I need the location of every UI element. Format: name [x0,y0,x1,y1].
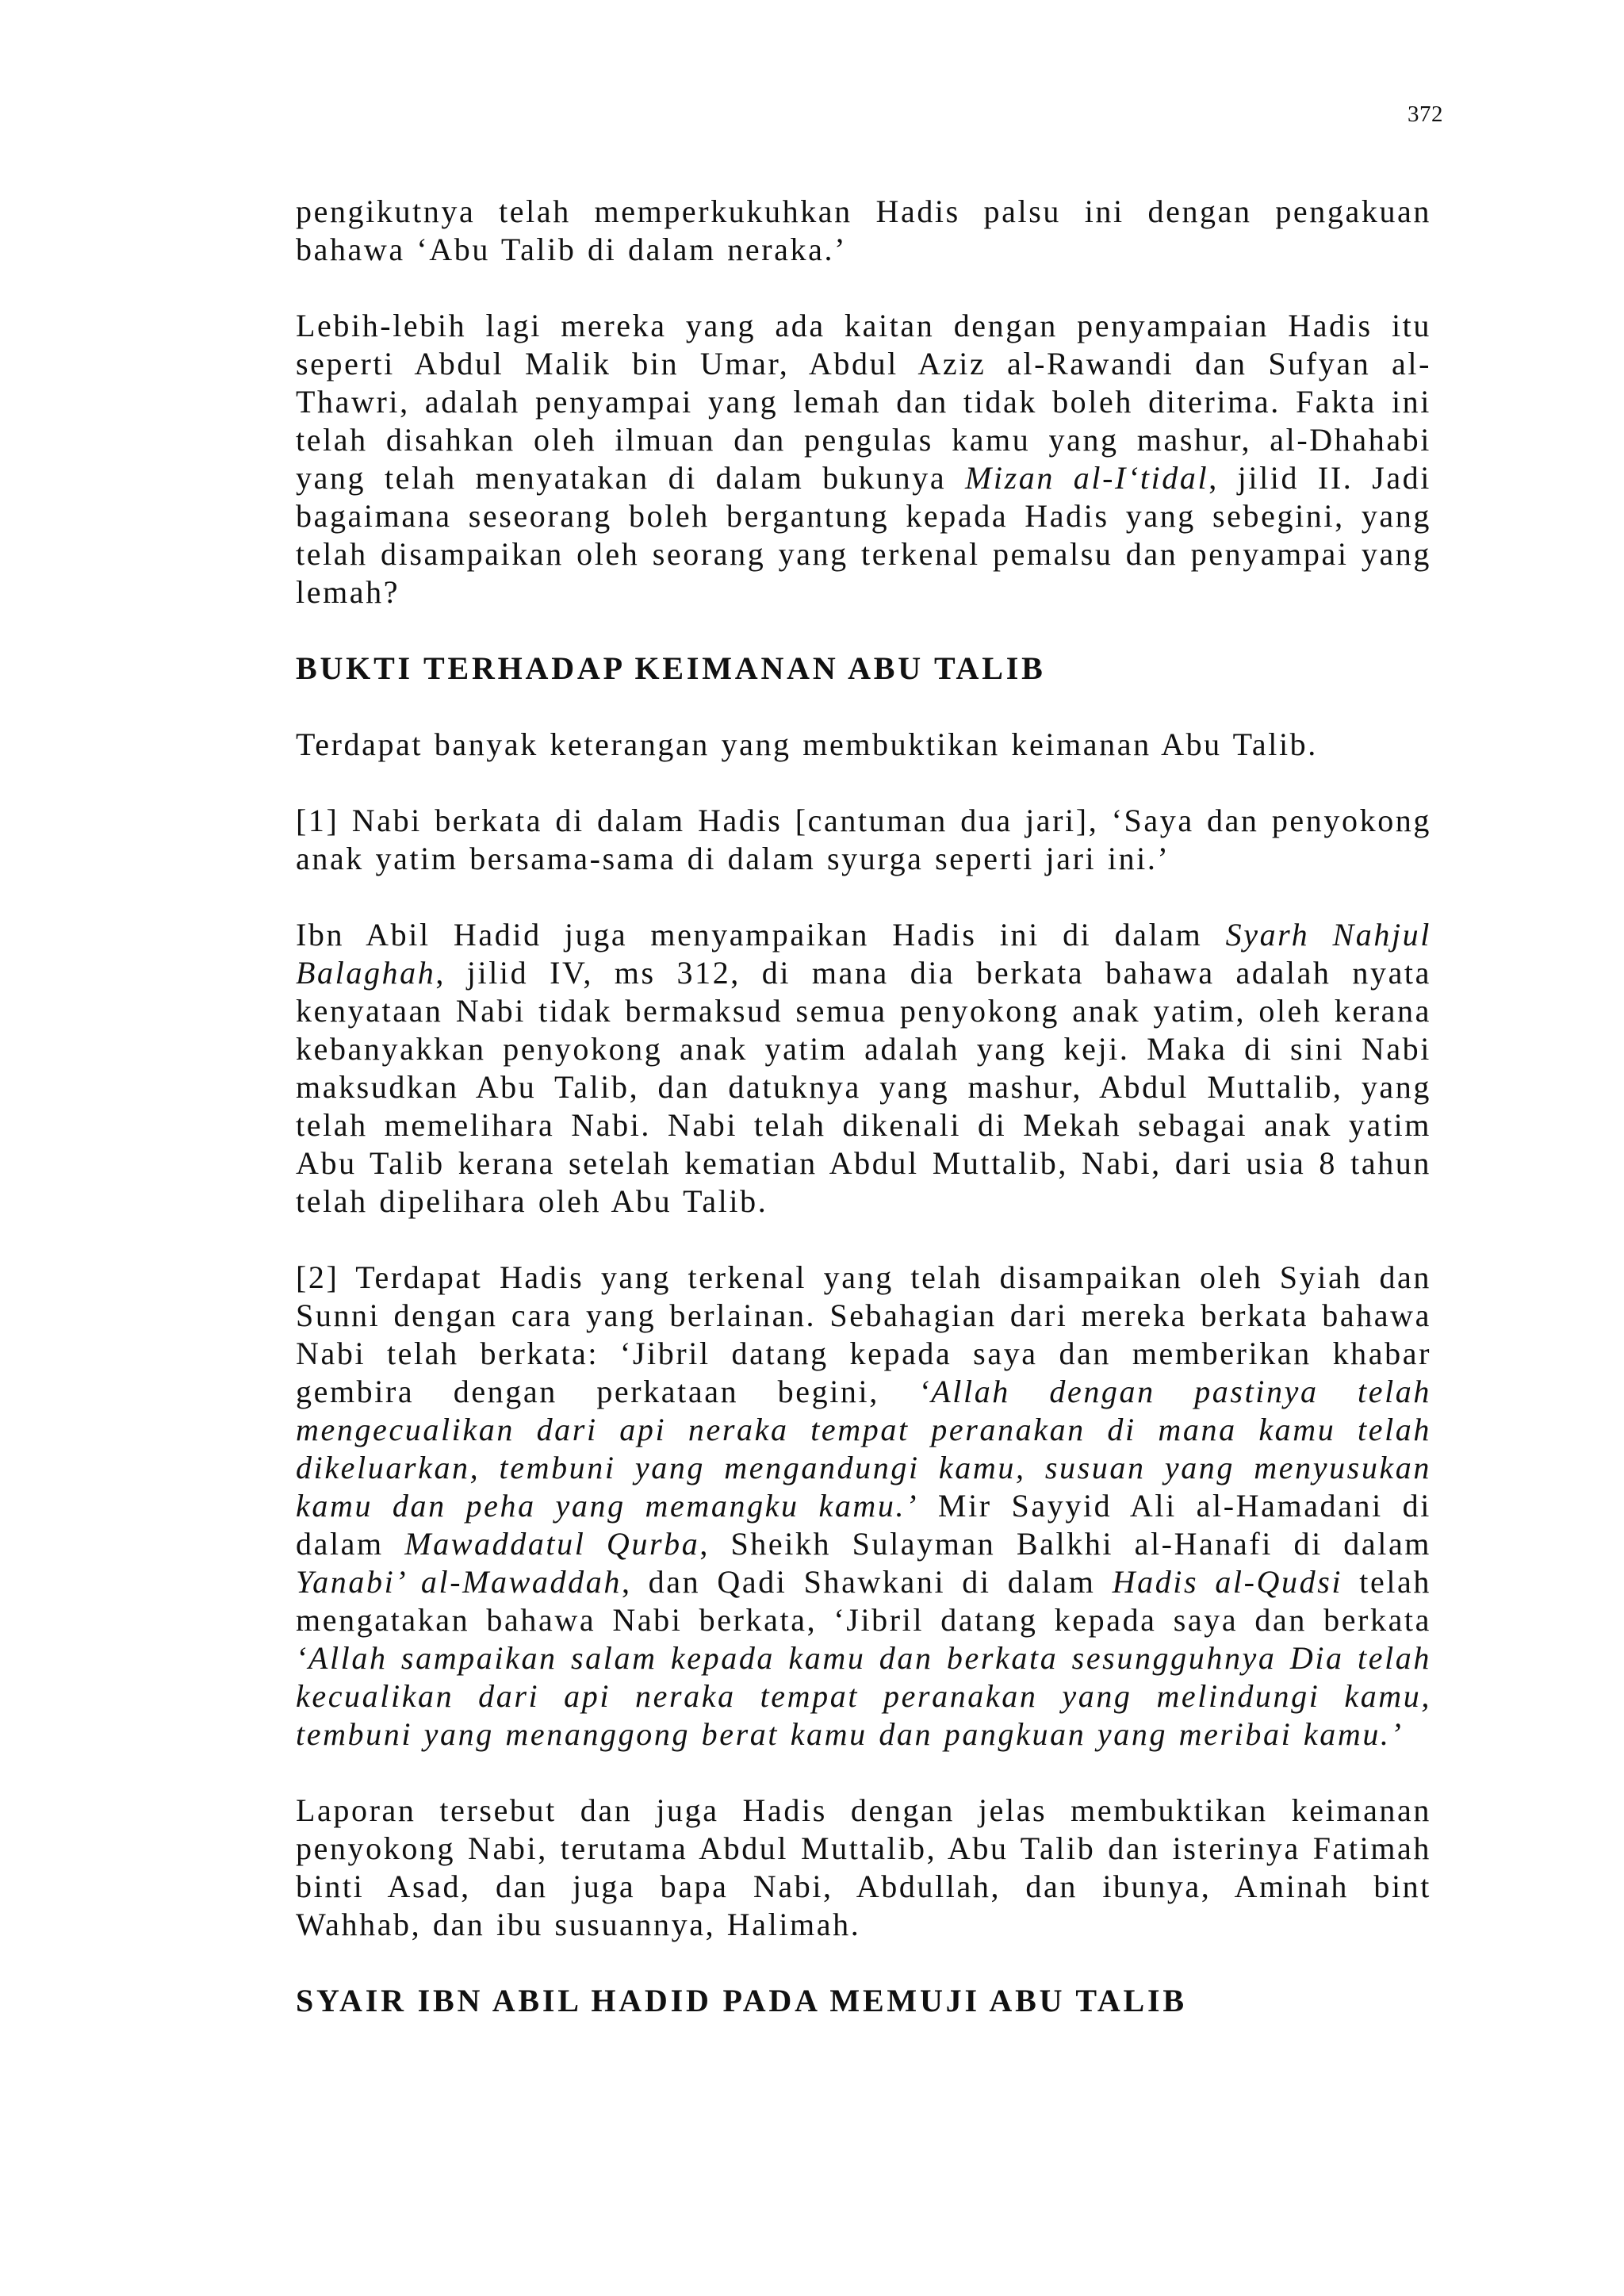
book-title: Hadis al-Qudsi [1112,1564,1343,1600]
section-heading-bukti: BUKTI TERHADAP KEIMANAN ABU TALIB [296,650,1046,686]
book-title: Syarh Nahjul Balaghah [296,917,1431,991]
page-body [296,193,1431,2058]
quote-italic: ‘Allah dengan pastinya telah mengecualikan dari api neraka tempat peranakan di mana kamu telah dikeluarkan, tembuni yang mengandungi kamu, susuan yang menyusukan kamu dan peha yang memangku kamu.’ [296,1374,1432,1524]
paragraph-continuation: pengikutnya telah memperkukuhkan Hadis palsu ini dengan pengakuan bahawa ‘Abu Talib di dalam neraka.’ [296,194,1431,267]
paragraph-evidence-1: [1] Nabi berkata di dalam Hadis [cantuman dua jari], ‘Saya dan penyokong anak yatim bersama-sama di dalam syurga seperti jari ini.’ [296,803,1431,876]
paragraph-conclusion: Laporan tersebut dan juga Hadis dengan jelas membuktikan keimanan penyokong Nabi, terutama Abdul Muttalib, Abu Talib dan isterinya Fatimah binti Asad, dan juga bapa Nabi, Abdullah, dan ibunya, Aminah bint Wahhab, dan ibu susuannya, Halimah. [296,1792,1431,1942]
book-title: Mawaddatul Qurba [404,1526,700,1562]
book-title: Mizan al-I‘tidal [965,460,1209,496]
page-number: 372 [1408,102,1443,127]
book-title: Yanabi’ al-Mawaddah [296,1564,622,1600]
paragraph-ibn-abil-hadid: Ibn Abil Hadid juga menyampaikan Hadis ini di dalam Syarh Nahjul Balaghah, jilid IV, ms 312, di mana dia berkata bahawa adalah nyata kenyataan Nabi tidak bermaksud semua penyokong anak yatim, oleh kerana kebanyakkan penyokong anak yatim adalah yang keji. Maka di sini Nabi maksudkan Abu Talib, dan datuknya yang mashur, Abdul Muttalib, yang telah memelihara Nabi. Nabi telah dikenali di Mekah sebagai anak yatim Abu Talib kerana setelah kematian Abdul Muttalib, Nabi, dari usia 8 tahun telah dipelihara oleh Abu Talib. [296,917,1431,1219]
quote-italic: ‘Allah sampaikan salam kepada kamu dan berkata sesungguhnya Dia telah kecualikan dari api neraka tempat peranakan yang melindungi kamu, tembuni yang menanggong berat kamu dan pangkuan yang meribai kamu.’ [296,1640,1431,1752]
section-heading-syair: SYAIR IBN ABIL HADID PADA MEMUJI ABU TALIB [296,1983,1187,2018]
paragraph-evidence-2: [2] Terdapat Hadis yang terkenal yang telah disampaikan oleh Syiah dan Sunni dengan cara yang berlainan. Sebahagian dari mereka berkata bahawa Nabi telah berkata: ‘Jibril datang kepada saya dan memberikan khabar gembira dengan perkataan begini, ‘Allah dengan pastinya telah mengecualikan dari api neraka tempat peranakan di mana kamu telah dikeluarkan, tembuni yang mengandungi kamu, susuan yang menyusukan kamu dan peha yang memangku kamu.’ Mir Sayyid Ali al-Hamadani di dalam Mawaddatul Qurba, Sheikh Sulayman Balkhi al-Hanafi di dalam Yanabi’ al-Mawaddah, dan Qadi Shawkani di dalam Hadis al-Qudsi telah mengatakan bahawa Nabi berkata, ‘Jibril datang kepada saya dan berkata ‘Allah sampaikan salam kepada kamu dan berkata sesungguhnya Dia telah kecualikan dari api neraka tempat peranakan yang melindungi kamu, tembuni yang menanggong berat kamu dan pangkuan yang meribai kamu.’ [296,1259,1432,1752]
paragraph-intro-evidence: Terdapat banyak keterangan yang membuktikan keimanan Abu Talib. [296,726,1318,762]
paragraph-narrators: Lebih-lebih lagi mereka yang ada kaitan dengan penyampaian Hadis itu seperti Abdul Malik bin Umar, Abdul Aziz al-Rawandi dan Sufyan al-Thawri, adalah penyampai yang lemah dan tidak boleh diterima. Fakta ini telah disahkan oleh ilmuan dan pengulas kamu yang mashur, al-Dhahabi yang telah menyatakan di dalam bukunya Mizan al-I‘tidal, jilid II. Jadi bagaimana seseorang boleh bergantung kepada Hadis yang sebegini, yang telah disampaikan oleh seorang yang terkenal pemalsu dan penyampai yang lemah? [296,308,1431,610]
